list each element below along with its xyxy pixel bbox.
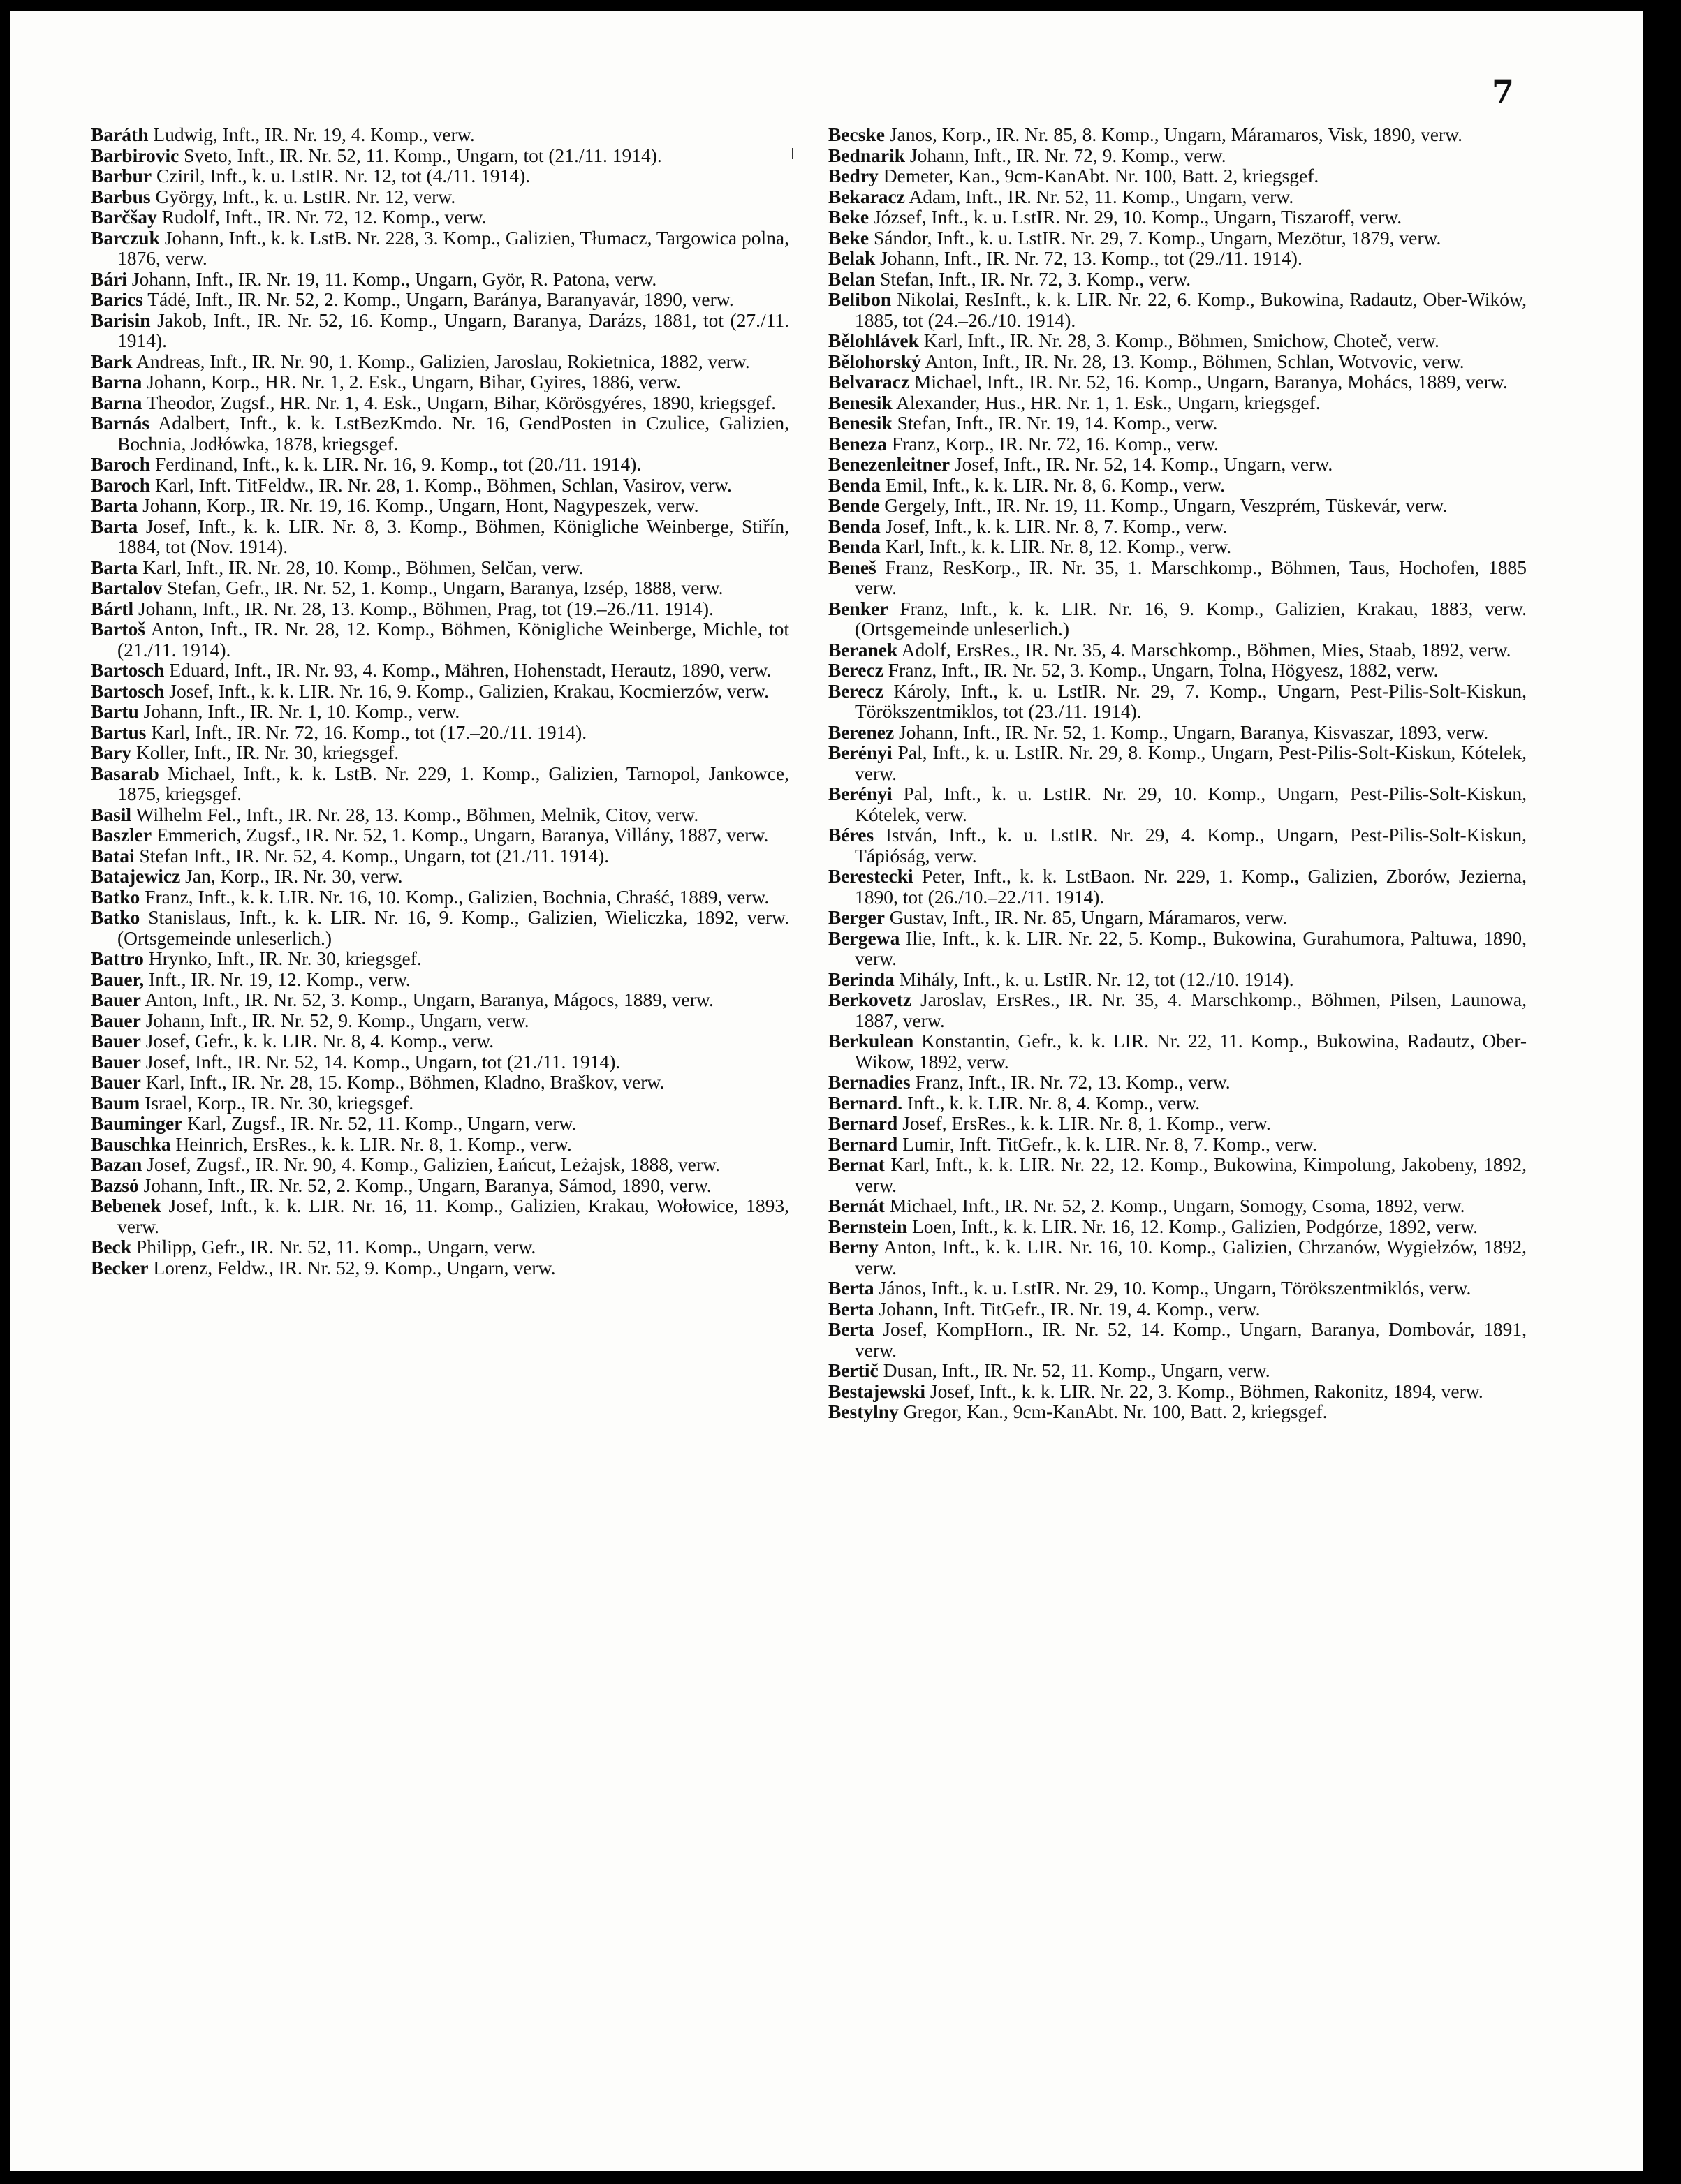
- entry-surname: Bark: [91, 350, 133, 372]
- casualty-entry: [828, 413, 1527, 434]
- entry-details: Hrynko, Inft., IR. Nr. 30, kriegsgef.: [148, 947, 422, 969]
- casualty-entry: [91, 351, 789, 372]
- casualty-entry: [91, 1093, 789, 1114]
- entry-surname: Beranek: [828, 638, 898, 661]
- entry-surname: Berkovetz: [828, 989, 912, 1010]
- entry-surname: Bedry: [828, 165, 879, 186]
- entry-details: Johann, Inft. TitGefr., IR. Nr. 19, 4. Komp., verw.: [879, 1297, 1261, 1320]
- entry-details: Inft., k. k. LIR. Nr. 8, 4. Komp., verw.: [907, 1091, 1201, 1114]
- entry-surname: Bauer: [91, 989, 141, 1010]
- casualty-entry: [828, 1093, 1527, 1114]
- document-page: [10, 11, 1643, 2171]
- casualty-entry: [828, 1319, 1527, 1360]
- casualty-entry: [828, 557, 1527, 598]
- entry-details: Dusan, Inft., IR. Nr. 52, 11. Komp., Ungarn, verw.: [883, 1359, 1270, 1381]
- entry-details: Stefan, Inft., IR. Nr. 19, 14. Komp., verw.: [897, 412, 1218, 434]
- casualty-entry: [828, 969, 1527, 990]
- casualty-entry: [91, 1154, 789, 1175]
- entry-details: Andreas, Inft., IR. Nr. 90, 1. Komp., Galizien, Jaroslau, Rokietnica, 1882, verw.: [135, 350, 750, 372]
- casualty-entry: [828, 1360, 1527, 1381]
- entry-details: Johann, Inft., IR. Nr. 52, 2. Komp., Ungarn, Baranya, Sámod, 1890, verw.: [143, 1174, 712, 1196]
- entry-surname: Bauer: [91, 1050, 141, 1072]
- entry-details: Franz, Inft., IR. Nr. 52, 3. Komp., Ungarn, Tolna, Högyesz, 1882, verw.: [888, 659, 1439, 681]
- entry-surname: Barnás: [91, 412, 150, 434]
- casualty-entry: [91, 1134, 789, 1155]
- entry-surname: Bauminger: [91, 1112, 183, 1134]
- entry-surname: Bartosch: [91, 659, 165, 681]
- casualty-entry: [828, 434, 1527, 455]
- entry-surname: Berényi: [828, 783, 893, 804]
- casualty-entry: [91, 454, 789, 475]
- casualty-entry: [91, 1052, 789, 1072]
- entry-surname: Barbur: [91, 165, 152, 186]
- casualty-entry: [91, 228, 789, 269]
- entry-surname: Benesik: [828, 412, 893, 434]
- entry-details: Josef, Inft., k. k. LIR. Nr. 8, 7. Komp., verw.: [885, 515, 1228, 537]
- entry-surname: Batko: [91, 906, 140, 928]
- entry-details: Sándor, Inft., k. u. LstIR. Nr. 29, 7. Komp., Ungarn, Mezötur, 1879, verw.: [873, 226, 1441, 249]
- casualty-entry: [828, 598, 1527, 640]
- entry-details: Johann, Inft., IR. Nr. 1, 10. Komp., verw.: [143, 700, 460, 722]
- entry-details: Michael, Inft., IR. Nr. 52, 16. Komp., Ungarn, Baranya, Mohács, 1889, verw.: [913, 371, 1508, 392]
- entry-surname: Bauer: [91, 1009, 141, 1031]
- entry-surname: Bazsó: [91, 1174, 139, 1196]
- casualty-entry: [828, 742, 1527, 783]
- entry-details: Tádé, Inft., IR. Nr. 52, 2. Komp., Ungarn, Baránya, Baranyavár, 1890, verw.: [147, 288, 734, 310]
- casualty-entry: [91, 1031, 789, 1052]
- entry-surname: Benda: [828, 536, 881, 557]
- casualty-entry: [828, 454, 1527, 475]
- entry-details: Josef, Gefr., k. k. LIR. Nr. 8, 4. Komp., verw.: [145, 1030, 494, 1052]
- casualty-entry: [91, 1237, 789, 1257]
- entry-details: Franz, Inft., k. k. LIR. Nr. 16, 10. Komp., Galizien, Bochnia, Chraść, 1889, verw.: [145, 885, 770, 908]
- entry-details: Gergely, Inft., IR. Nr. 19, 11. Komp., Ungarn, Veszprém, Tüskevár, verw.: [884, 494, 1448, 516]
- entry-surname: Béres: [828, 824, 874, 846]
- entry-surname: Berkulean: [828, 1030, 914, 1052]
- entry-surname: Beneza: [828, 432, 888, 455]
- entry-surname: Bergewa: [828, 927, 900, 949]
- entry-surname: Barics: [91, 288, 143, 310]
- casualty-entry: [828, 660, 1527, 681]
- entry-surname: Barczuk: [91, 226, 160, 249]
- entry-details: János, Inft., k. u. LstIR. Nr. 29, 10. Komp., Ungarn, Törökszentmiklós, verw.: [879, 1277, 1471, 1299]
- entry-surname: Bernadies: [828, 1071, 911, 1093]
- entry-surname: Berger: [828, 906, 885, 928]
- entry-details: Josef, Inft., k. k. LIR. Nr. 16, 11. Komp., Galizien, Krakau, Wołowice, 1893, verw.: [117, 1195, 790, 1237]
- entry-surname: Benesik: [828, 391, 893, 413]
- entry-surname: Beck: [91, 1236, 132, 1257]
- entry-surname: Barbirovic: [91, 144, 179, 166]
- entry-details: Josef, ErsRes., k. k. LIR. Nr. 8, 1. Komp., verw.: [902, 1112, 1271, 1134]
- entry-surname: Benezenleitner: [828, 453, 950, 475]
- casualty-entry: [91, 269, 789, 290]
- entry-details: Rudolf, Inft., IR. Nr. 72, 12. Komp., verw.: [161, 206, 487, 228]
- entry-details: Philipp, Gefr., IR. Nr. 52, 11. Komp., Ungarn, verw.: [135, 1236, 536, 1257]
- entry-surname: Berinda: [828, 968, 895, 990]
- casualty-entry: [828, 392, 1527, 413]
- entry-surname: Batko: [91, 885, 140, 908]
- page-number: 7: [1491, 73, 1514, 110]
- entry-details: Heinrich, ErsRes., k. k. LIR. Nr. 8, 1. Komp., verw.: [175, 1132, 572, 1155]
- entry-surname: Bernat: [828, 1153, 885, 1175]
- casualty-entry: [91, 371, 789, 392]
- casualty-entry: [91, 186, 789, 207]
- entry-surname: Bártl: [91, 597, 134, 619]
- entry-details: Franz, ResKorp., IR. Nr. 35, 1. Marschkomp., Böhmen, Taus, Hochofen, 1885 verw.: [855, 556, 1527, 598]
- entry-details: Anton, Inft., k. k. LIR. Nr. 16, 10. Komp., Galizien, Chrzanów, Wygiełzów, 1892, verw.: [855, 1236, 1527, 1278]
- casualty-entry: [828, 928, 1527, 969]
- entry-surname: Bartosch: [91, 679, 165, 702]
- casualty-entry: [91, 1072, 789, 1093]
- entry-surname: Bestajewski: [828, 1380, 926, 1402]
- entry-details: Stefan, Gefr., IR. Nr. 52, 1. Komp., Ungarn, Baranya, Izsép, 1888, verw.: [167, 577, 724, 598]
- casualty-entry: [828, 124, 1527, 145]
- entry-surname: Berényi: [828, 741, 893, 763]
- casualty-entry: [828, 907, 1527, 928]
- entry-surname: Baszler: [91, 824, 152, 846]
- entry-surname: Baroch: [91, 453, 151, 475]
- entry-surname: Beneš: [828, 556, 876, 578]
- entry-details: Karl, Inft., k. k. LIR. Nr. 22, 12. Komp., Bukowina, Kimpolung, Jakobeny, 1892, verw.: [855, 1153, 1527, 1196]
- entry-surname: Bělohorský: [828, 350, 921, 372]
- entry-surname: Bauer: [91, 1071, 141, 1093]
- casualty-entry: [828, 1154, 1527, 1195]
- entry-details: Johann, Inft., IR. Nr. 72, 9. Komp., verw.: [909, 144, 1226, 166]
- entry-details: Lorenz, Feldw., IR. Nr. 52, 9. Komp., Ungarn, verw.: [153, 1256, 556, 1278]
- entry-details: Johann, Korp., IR. Nr. 19, 16. Komp., Ungarn, Hont, Nagypeszek, verw.: [142, 494, 699, 516]
- entry-surname: Bazan: [91, 1153, 142, 1175]
- entry-surname: Baráth: [91, 124, 149, 145]
- casualty-entry: [828, 207, 1527, 228]
- entry-details: Karl, Inft., IR. Nr. 72, 16. Komp., tot (17.–20./11. 1914).: [151, 721, 587, 743]
- casualty-entry: [91, 722, 789, 743]
- casualty-entry: [91, 907, 789, 948]
- casualty-entry: [828, 681, 1527, 722]
- casualty-entry: [91, 289, 789, 310]
- entry-surname: Benker: [828, 597, 888, 619]
- entry-details: Josef, Inft., IR. Nr. 52, 14. Komp., Ungarn, tot (21./11. 1914).: [145, 1050, 621, 1072]
- entry-details: Gustav, Inft., IR. Nr. 85, Ungarn, Máramaros, verw.: [889, 906, 1288, 928]
- casualty-entry: [828, 1401, 1527, 1422]
- casualty-entry: [91, 577, 789, 598]
- casualty-entry: [828, 783, 1527, 825]
- entry-details: Ludwig, Inft., IR. Nr. 19, 4. Komp., verw.: [153, 124, 475, 145]
- casualty-entry: [828, 989, 1527, 1031]
- casualty-entry: [828, 330, 1527, 351]
- casualty-entry: [91, 681, 789, 702]
- entry-surname: Barčšay: [91, 206, 157, 228]
- entry-details: Nikolai, ResInft., k. k. LIR. Nr. 22, 6. Komp., Bukowina, Radautz, Ober-Wików, 1885, tot (24.–26./10. 1914).: [855, 288, 1527, 331]
- entry-details: Johann, Inft., k. k. LstB. Nr. 228, 3. Komp., Galizien, Tłumacz, Targowica polna, 1876, verw.: [117, 226, 790, 269]
- entry-details: Stefan, Inft., IR. Nr. 72, 3. Komp., verw.: [880, 267, 1191, 290]
- entry-surname: Bebenek: [91, 1195, 161, 1216]
- casualty-entry: [828, 289, 1527, 330]
- casualty-entry: [828, 371, 1527, 392]
- casualty-entry: [828, 516, 1527, 537]
- left-column: [91, 124, 789, 1278]
- casualty-entry: [828, 1195, 1527, 1216]
- entry-details: Josef, KompHorn., IR. Nr. 52, 14. Komp., Ungarn, Baranya, Dombovár, 1891, verw.: [855, 1318, 1527, 1361]
- entry-details: Konstantin, Gefr., k. k. LIR. Nr. 22, 11. Komp., Bukowina, Radautz, Ober-Wikow, 1892, verw.: [855, 1030, 1527, 1072]
- entry-details: József, Inft., k. u. LstIR. Nr. 29, 10. Komp., Ungarn, Tiszaroff, verw.: [873, 206, 1402, 228]
- entry-details: Josef, Zugsf., IR. Nr. 90, 4. Komp., Galizien, Łańcut, Leżajsk, 1888, verw.: [147, 1153, 720, 1175]
- entry-details: Franz, Inft., k. k. LIR. Nr. 16, 9. Komp., Galizien, Krakau, 1883, verw. (Ortsgemeinde unleserlich.): [855, 597, 1527, 640]
- entry-surname: Bartalov: [91, 577, 163, 598]
- casualty-entry: [828, 1113, 1527, 1134]
- casualty-entry: [91, 619, 789, 660]
- casualty-entry: [828, 1134, 1527, 1155]
- entry-details: Karl, Inft., k. k. LIR. Nr. 8, 12. Komp., verw.: [885, 536, 1232, 557]
- entry-details: Peter, Inft., k. k. LstBaon. Nr. 229, 1. Komp., Galizien, Zborów, Jezierna, 1890, tot (26./10.–22./11. 1914).: [855, 865, 1527, 908]
- entry-details: Emil, Inft., k. k. LIR. Nr. 8, 6. Komp., verw.: [885, 473, 1226, 496]
- entry-details: Michael, Inft., IR. Nr. 52, 2. Komp., Ungarn, Somogy, Csoma, 1892, verw.: [889, 1195, 1465, 1216]
- entry-details: Pal, Inft., k. u. LstIR. Nr. 29, 10. Komp., Ungarn, Pest-Pilis-Solt-Kiskun, Kótelek, verw.: [855, 783, 1527, 825]
- entry-surname: Baroch: [91, 473, 151, 496]
- entry-details: Johann, Inft., IR. Nr. 72, 13. Komp., tot (29./11. 1914).: [880, 247, 1302, 269]
- entry-details: Károly, Inft., k. u. LstIR. Nr. 29, 7. Komp., Ungarn, Pest-Pilis-Solt-Kiskun, Törökszentmiklos, tot (23./11. 1914).: [855, 679, 1527, 722]
- entry-details: Michael, Inft., k. k. LstB. Nr. 229, 1. Komp., Galizien, Tarnopol, Jankowce, 1875, kriegsgef.: [117, 762, 789, 804]
- casualty-entry: [91, 804, 789, 825]
- casualty-entry: [828, 186, 1527, 207]
- entry-details: Sveto, Inft., IR. Nr. 52, 11. Komp., Ungarn, tot (21./11. 1914).: [184, 144, 662, 166]
- casualty-entry: [91, 475, 789, 496]
- entry-details: Adam, Inft., IR. Nr. 52, 11. Komp., Ungarn, verw.: [909, 185, 1294, 207]
- entry-surname: Baum: [91, 1091, 140, 1114]
- entry-details: Mihály, Inft., k. u. LstIR. Nr. 12, tot (12./10. 1914).: [899, 968, 1294, 990]
- entry-surname: Bauer: [91, 1030, 141, 1052]
- entry-details: Jakob, Inft., IR. Nr. 52, 16. Komp., Ungarn, Baranya, Darázs, 1881, tot (27./11. 1914).: [117, 309, 789, 351]
- entry-details: Karl, Inft., IR. Nr. 28, 10. Komp., Böhmen, Selčan, verw.: [142, 556, 584, 578]
- entry-details: Franz, Korp., IR. Nr. 72, 16. Komp., verw.: [891, 432, 1219, 455]
- entry-details: Inft., IR. Nr. 19, 12. Komp., verw.: [149, 968, 411, 990]
- entry-surname: Bernát: [828, 1195, 885, 1216]
- entry-surname: Bernard: [828, 1112, 898, 1134]
- casualty-entry: [828, 269, 1527, 290]
- casualty-entry: [91, 1175, 789, 1196]
- casualty-entry: [91, 763, 789, 804]
- entry-surname: Bartoš: [91, 618, 145, 640]
- entry-details: Johann, Korp., HR. Nr. 1, 2. Esk., Ungarn, Bihar, Gyires, 1886, verw.: [147, 371, 681, 392]
- entry-surname: Barisin: [91, 309, 151, 331]
- entry-surname: Benda: [828, 473, 881, 496]
- casualty-entry: [828, 228, 1527, 249]
- column-divider-mark: [792, 148, 793, 159]
- entry-surname: Bernard: [828, 1132, 898, 1155]
- entry-details: Karl, Zugsf., IR. Nr. 52, 11. Komp., Ungarn, verw.: [187, 1112, 577, 1134]
- entry-surname: Bělohlávek: [828, 330, 919, 351]
- entry-surname: Barna: [91, 391, 142, 413]
- entry-surname: Belvaracz: [828, 371, 910, 392]
- entry-surname: Barta: [91, 494, 138, 516]
- casualty-entry: [828, 351, 1527, 372]
- casualty-entry: [91, 701, 789, 722]
- entry-details: Pal, Inft., k. u. LstIR. Nr. 29, 8. Komp., Ungarn, Pest-Pilis-Solt-Kiskun, Kótelek, verw.: [855, 741, 1527, 784]
- entry-surname: Bauschka: [91, 1132, 171, 1155]
- casualty-entry: [828, 536, 1527, 557]
- casualty-entry: [828, 475, 1527, 496]
- casualty-entry: [91, 887, 789, 908]
- entry-details: Franz, Inft., IR. Nr. 72, 13. Komp., verw.: [915, 1071, 1231, 1093]
- entry-details: Demeter, Kan., 9cm-KanAbt. Nr. 100, Batt. 2, kriegsgef.: [883, 165, 1319, 186]
- casualty-entry: [828, 722, 1527, 743]
- entry-details: Ferdinand, Inft., k. k. LIR. Nr. 16, 9. Komp., tot (20./11. 1914).: [154, 453, 642, 475]
- entry-details: Josef, Inft., k. k. LIR. Nr. 8, 3. Komp., Böhmen, Königliche Weinberge, Stiřín, 1884, tot (Nov. 1914).: [117, 515, 790, 557]
- casualty-entry: [91, 866, 789, 887]
- casualty-entry: [91, 989, 789, 1010]
- casualty-entry: [828, 165, 1527, 186]
- casualty-entry: [91, 1195, 789, 1237]
- entry-details: Janos, Korp., IR. Nr. 85, 8. Komp., Ungarn, Máramaros, Visk, 1890, verw.: [889, 124, 1463, 145]
- entry-surname: Berecz: [828, 659, 883, 681]
- entry-details: Jaroslav, ErsRes., IR. Nr. 35, 4. Marschkomp., Böhmen, Pilsen, Launowa, 1887, verw.: [855, 989, 1527, 1031]
- entry-surname: Barbus: [91, 185, 151, 207]
- casualty-entry: [91, 557, 789, 578]
- entry-surname: Bekaracz: [828, 185, 905, 207]
- entry-surname: Basil: [91, 803, 132, 825]
- entry-details: Josef, Inft., k. k. LIR. Nr. 16, 9. Komp., Galizien, Krakau, Kocmierzów, verw.: [169, 679, 769, 702]
- entry-surname: Basarab: [91, 762, 159, 784]
- entry-surname: Berenez: [828, 721, 895, 743]
- entry-details: György, Inft., k. u. LstIR. Nr. 12, verw.: [155, 185, 456, 207]
- casualty-entry: [91, 207, 789, 228]
- entry-details: Theodor, Zugsf., HR. Nr. 1, 4. Esk., Ungarn, Bihar, Körösgyéres, 1890, kriegsgef.: [146, 391, 777, 413]
- casualty-entry: [91, 145, 789, 166]
- entry-surname: Berta: [828, 1297, 874, 1320]
- entry-details: Josef, Inft., IR. Nr. 52, 14. Komp., Ungarn, verw.: [954, 453, 1333, 475]
- casualty-entry: [828, 1237, 1527, 1278]
- casualty-entry: [828, 640, 1527, 661]
- entry-details: Josef, Inft., k. k. LIR. Nr. 22, 3. Komp., Böhmen, Rakonitz, 1894, verw.: [930, 1380, 1483, 1402]
- entry-surname: Becske: [828, 124, 885, 145]
- entry-details: Anton, Inft., IR. Nr. 28, 13. Komp., Böhmen, Schlan, Wotvovic, verw.: [925, 350, 1465, 372]
- casualty-entry: [91, 392, 789, 413]
- casualty-entry: [91, 846, 789, 866]
- casualty-entry: [91, 1010, 789, 1031]
- entry-surname: Beke: [828, 226, 869, 249]
- entry-details: Stanislaus, Inft., k. k. LIR. Nr. 16, 9. Komp., Galizien, Wieliczka, 1892, verw. (Ortsgemeinde unleserlich.): [117, 906, 789, 949]
- casualty-entry: [91, 969, 789, 990]
- casualty-entry: [91, 948, 789, 969]
- casualty-entry: [828, 1216, 1527, 1237]
- entry-details: Karl, Inft., IR. Nr. 28, 15. Komp., Böhmen, Kladno, Braškov, verw.: [145, 1071, 665, 1093]
- entry-details: Loen, Inft., k. k. LIR. Nr. 16, 12. Komp., Galizien, Podgórze, 1892, verw.: [911, 1215, 1478, 1237]
- casualty-entry: [91, 413, 789, 454]
- casualty-entry: [91, 1257, 789, 1278]
- entry-details: Jan, Korp., IR. Nr. 30, verw.: [185, 865, 403, 887]
- entry-surname: Bednarik: [828, 144, 906, 166]
- entry-surname: Barta: [91, 556, 138, 578]
- entry-surname: Berecz: [828, 679, 883, 702]
- entry-surname: Berestecki: [828, 865, 913, 887]
- entry-details: Wilhelm Fel., Inft., IR. Nr. 28, 13. Komp., Böhmen, Melnik, Citov, verw.: [135, 803, 699, 825]
- casualty-entry: [91, 825, 789, 846]
- entry-details: Adolf, ErsRes., IR. Nr. 35, 4. Marschkomp., Böhmen, Mies, Staab, 1892, verw.: [901, 638, 1511, 661]
- casualty-entry: [828, 1278, 1527, 1299]
- entry-details: István, Inft., k. u. LstIR. Nr. 29, 4. Komp., Ungarn, Pest-Pilis-Solt-Kiskun, Tápióság, verw.: [855, 824, 1527, 866]
- entry-surname: Berta: [828, 1277, 874, 1299]
- entry-surname: Belak: [828, 247, 876, 269]
- entry-surname: Batajewicz: [91, 865, 181, 887]
- casualty-entry: [91, 124, 789, 145]
- casualty-entry: [828, 1031, 1527, 1072]
- entry-surname: Bartus: [91, 721, 147, 743]
- entry-details: Israel, Korp., IR. Nr. 30, kriegsgef.: [145, 1091, 414, 1114]
- entry-surname: Bary: [91, 741, 132, 763]
- casualty-entry: [91, 495, 789, 516]
- casualty-entry: [91, 165, 789, 186]
- entry-details: Johann, Inft., IR. Nr. 19, 11. Komp., Ungarn, Györ, R. Patona, verw.: [131, 267, 657, 290]
- entry-surname: Belibon: [828, 288, 892, 310]
- casualty-entry: [828, 1299, 1527, 1320]
- casualty-entry: [91, 660, 789, 681]
- entry-surname: Bartu: [91, 700, 139, 722]
- casualty-entry: [828, 866, 1527, 907]
- entry-details: Karl, Inft. TitFeldw., IR. Nr. 28, 1. Komp., Böhmen, Schlan, Vasirov, verw.: [154, 473, 732, 496]
- entry-details: Alexander, Hus., HR. Nr. 1, 1. Esk., Ungarn, kriegsgef.: [896, 391, 1321, 413]
- casualty-entry: [828, 145, 1527, 166]
- entry-surname: Berny: [828, 1236, 879, 1257]
- right-column: [828, 124, 1527, 1422]
- entry-details: Cziril, Inft., k. u. LstIR. Nr. 12, tot (4./11. 1914).: [156, 165, 531, 186]
- entry-details: Karl, Inft., IR. Nr. 28, 3. Komp., Böhmen, Smichow, Choteč, verw.: [923, 330, 1439, 351]
- entry-surname: Batai: [91, 844, 135, 866]
- entry-surname: Benda: [828, 515, 881, 537]
- entry-details: Johann, Inft., IR. Nr. 28, 13. Komp., Böhmen, Prag, tot (19.–26./11. 1914).: [138, 597, 714, 619]
- casualty-entry: [828, 825, 1527, 866]
- casualty-entry: [91, 598, 789, 619]
- casualty-entry: [91, 516, 789, 557]
- entry-surname: Becker: [91, 1256, 149, 1278]
- entry-details: Johann, Inft., IR. Nr. 52, 1. Komp., Ungarn, Baranya, Kisvaszar, 1893, verw.: [899, 721, 1489, 743]
- entry-details: Anton, Inft., IR. Nr. 28, 12. Komp., Böhmen, Königliche Weinberge, Michle, tot (21./11. 1914).: [117, 618, 790, 661]
- entry-details: Adalbert, Inft., k. k. LstBezKmdo. Nr. 16, GendPosten in Czulice, Galizien, Bochnia, Jodłówka, 1878, kriegsgef.: [117, 412, 790, 455]
- entry-details: Emmerich, Zugsf., IR. Nr. 52, 1. Komp., Ungarn, Baranya, Villány, 1887, verw.: [156, 824, 769, 846]
- entry-surname: Belan: [828, 267, 876, 290]
- entry-surname: Bende: [828, 494, 880, 516]
- entry-surname: Barna: [91, 371, 142, 392]
- entry-surname: Barta: [91, 515, 138, 537]
- casualty-entry: [91, 1113, 789, 1134]
- casualty-entry: [828, 1072, 1527, 1093]
- entry-details: Ilie, Inft., k. k. LIR. Nr. 22, 5. Komp., Bukowina, Gurahumora, Paltuwa, 1890, verw.: [855, 927, 1527, 969]
- entry-surname: Bernard.: [828, 1091, 903, 1114]
- entry-details: Stefan Inft., IR. Nr. 52, 4. Komp., Ungarn, tot (21./11. 1914).: [139, 844, 610, 866]
- entry-surname: Battro: [91, 947, 144, 969]
- entry-details: Koller, Inft., IR. Nr. 30, kriegsgef.: [135, 741, 399, 763]
- entry-surname: Bertič: [828, 1359, 879, 1381]
- entry-details: Lumir, Inft. TitGefr., k. k. LIR. Nr. 8, 7. Komp., verw.: [902, 1132, 1317, 1155]
- casualty-entry: [828, 495, 1527, 516]
- casualty-entry: [91, 310, 789, 351]
- entry-surname: Bári: [91, 267, 127, 290]
- entry-surname: Bernstein: [828, 1215, 908, 1237]
- entry-details: Johann, Inft., IR. Nr. 52, 9. Komp., Ungarn, verw.: [145, 1009, 529, 1031]
- entry-details: Anton, Inft., IR. Nr. 52, 3. Komp., Ungarn, Baranya, Mágocs, 1889, verw.: [145, 989, 714, 1010]
- casualty-entry: [828, 248, 1527, 269]
- entry-surname: Berta: [828, 1318, 874, 1340]
- entry-surname: Bauer,: [91, 968, 145, 990]
- casualty-entry: [828, 1381, 1527, 1402]
- entry-surname: Bestylny: [828, 1401, 899, 1422]
- entry-surname: Beke: [828, 206, 869, 228]
- casualty-entry: [91, 742, 789, 763]
- entry-details: Gregor, Kan., 9cm-KanAbt. Nr. 100, Batt. 2, kriegsgef.: [903, 1401, 1328, 1422]
- entry-details: Eduard, Inft., IR. Nr. 93, 4. Komp., Mähren, Hohenstadt, Herautz, 1890, verw.: [169, 659, 772, 681]
